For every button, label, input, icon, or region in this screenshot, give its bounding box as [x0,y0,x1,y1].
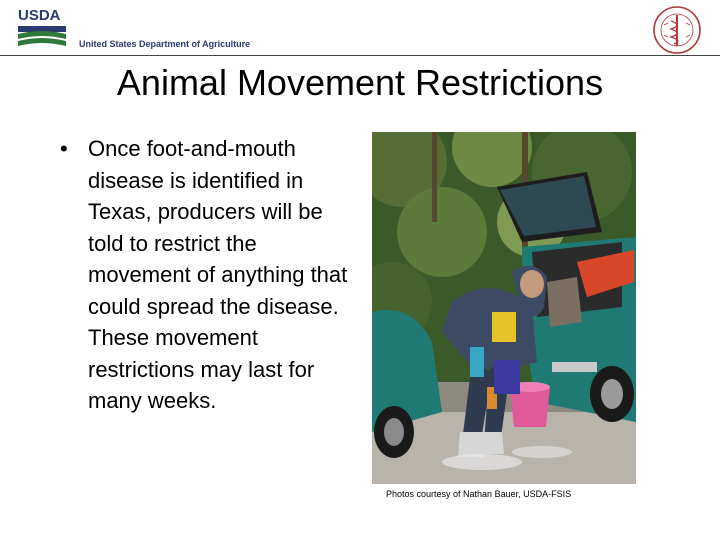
usda-logo-text: USDA [18,7,61,24]
veterinary-seal-icon [652,5,702,55]
bullet-marker: • [60,136,68,161]
photo-caption: Photos courtesy of Nathan Bauer, USDA-FSIS [386,489,572,499]
disinfection-photo [372,132,636,484]
header-divider [0,55,720,56]
bullet-text: Once foot-and-mouth disease is identified in Texas, producers will be told to restrict the movement of anything that could spread the disease. These movement restrictions may last for many weeks. [88,136,348,413]
slide-title: Animal Movement Restrictions [116,62,604,103]
usda-logo [18,8,258,52]
department-name: United States Department of Agriculture [79,39,251,49]
